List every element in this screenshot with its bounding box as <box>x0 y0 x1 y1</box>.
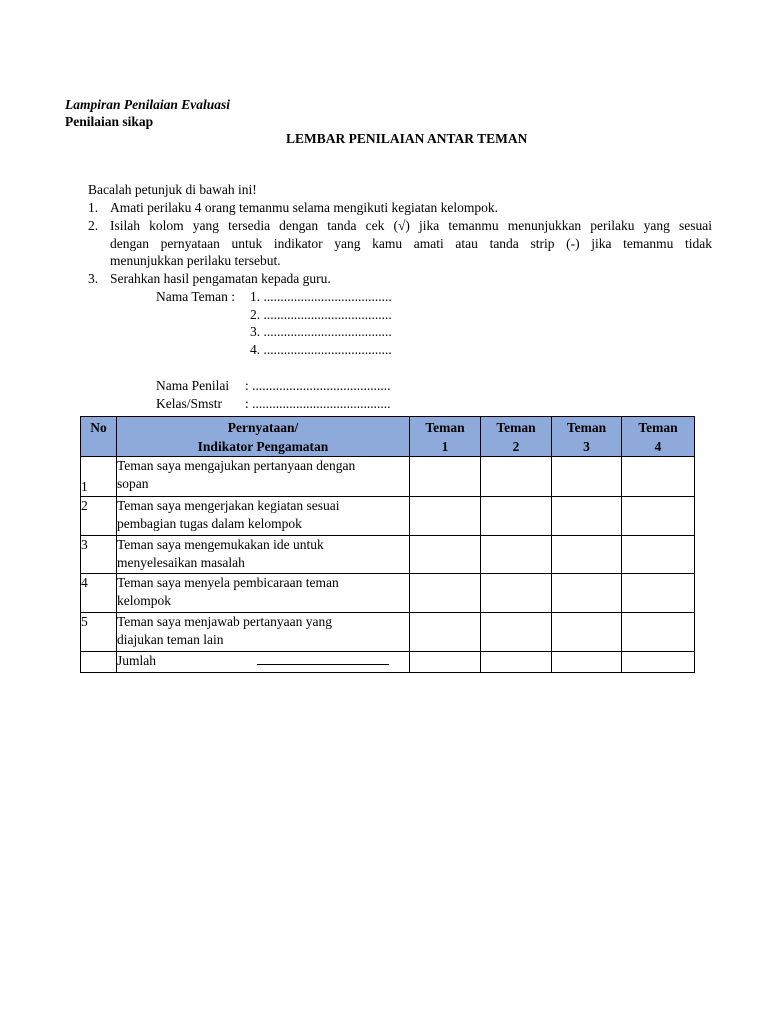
total-cell[interactable] <box>552 652 622 673</box>
total-label: Jumlah <box>117 653 156 668</box>
check-cell[interactable] <box>410 536 481 574</box>
check-cell[interactable] <box>410 497 481 536</box>
header-friend-2: Teman 2 <box>481 417 552 457</box>
total-row <box>81 652 695 673</box>
instruction-number: 2. <box>88 218 99 233</box>
instruction-text: menunjukkan perilaku tersebut. <box>110 253 281 268</box>
assessor-name-field[interactable]: : ......................................... <box>245 378 391 393</box>
check-cell[interactable] <box>410 613 481 652</box>
header-friend-1: Teman 1 <box>410 417 481 457</box>
total-cell[interactable] <box>622 652 695 673</box>
check-cell[interactable] <box>552 536 622 574</box>
instruction-text: dengan pernyataan untuk indikator yang kamu amati atau tanda strip (-) jika temanmu tidak <box>110 236 712 251</box>
row-number: 1 <box>81 457 117 497</box>
instruction-text: Isilah kolom yang tersedia dengan tanda cek (√) jika temanmu menunjukkan perilaku yang sesuai <box>110 218 712 233</box>
total-cell[interactable] <box>481 652 552 673</box>
check-cell[interactable] <box>481 497 552 536</box>
row-statement: Teman saya mengemukakan ide untuk menyelesaikan masalah <box>117 536 410 574</box>
check-cell[interactable] <box>552 574 622 613</box>
row-number: 2 <box>81 497 117 536</box>
table-row <box>81 574 695 613</box>
subtitle: Penilaian sikap <box>65 114 154 129</box>
friend-name-line[interactable]: 3. ...................................... <box>250 324 392 339</box>
assessor-name-label: Nama Penilai <box>156 378 230 393</box>
friend-name-line[interactable]: 2. ...................................... <box>250 307 392 322</box>
table-row <box>81 536 695 574</box>
header-friend-4: Teman 4 <box>622 417 695 457</box>
check-cell[interactable] <box>622 536 695 574</box>
friend-name-line[interactable]: 4. ...................................... <box>250 342 392 357</box>
table-header-row <box>81 417 695 457</box>
check-cell[interactable] <box>481 536 552 574</box>
check-cell[interactable] <box>552 613 622 652</box>
check-cell[interactable] <box>622 613 695 652</box>
table-row <box>81 613 695 652</box>
row-number: 3 <box>81 536 117 574</box>
total-cell[interactable] <box>410 652 481 673</box>
friend-name-line[interactable]: 1. ...................................... <box>250 289 392 304</box>
check-cell[interactable] <box>410 574 481 613</box>
check-cell[interactable] <box>622 497 695 536</box>
check-cell[interactable] <box>481 457 552 497</box>
class-semester-field[interactable]: : ......................................... <box>245 396 391 411</box>
row-statement: Teman saya menjawab pertanyaan yang diajukan teman lain <box>117 613 410 652</box>
class-semester-label: Kelas/Smstr <box>156 396 222 411</box>
check-cell[interactable] <box>481 574 552 613</box>
check-cell[interactable] <box>481 613 552 652</box>
row-statement: Teman saya mengajukan pertanyaan dengan sopan <box>117 457 410 497</box>
friend-name-label: Nama Teman : <box>156 289 236 304</box>
check-cell[interactable] <box>552 497 622 536</box>
instructions-intro: Bacalah petunjuk di bawah ini! <box>88 182 257 197</box>
instruction-number: 3. <box>88 271 99 286</box>
total-label-cell <box>117 652 410 673</box>
check-cell[interactable] <box>552 457 622 497</box>
table-row <box>81 497 695 536</box>
appendix-title: Lampiran Penilaian Evaluasi <box>65 97 231 112</box>
header-statement: Pernyataan/ Indikator Pengamatan <box>117 417 410 457</box>
page-title: LEMBAR PENILAIAN ANTAR TEMAN <box>286 131 528 146</box>
row-number: 5 <box>81 613 117 652</box>
instruction-text: Amati perilaku 4 orang temanmu selama mengikuti kegiatan kelompok. <box>110 200 499 215</box>
instruction-number: 1. <box>88 200 99 215</box>
check-cell[interactable] <box>622 574 695 613</box>
header-friend-3: Teman 3 <box>552 417 622 457</box>
row-statement: Teman saya menyela pembicaraan teman kelompok <box>117 574 410 613</box>
total-underline <box>257 652 389 665</box>
header-no: No <box>81 417 117 457</box>
check-cell[interactable] <box>410 457 481 497</box>
row-number: 4 <box>81 574 117 613</box>
table-row <box>81 457 695 497</box>
assessment-table <box>80 416 695 673</box>
total-number-cell <box>81 652 117 673</box>
instruction-text: Serahkan hasil pengamatan kepada guru. <box>110 271 331 286</box>
check-cell[interactable] <box>622 457 695 497</box>
row-statement: Teman saya mengerjakan kegiatan sesuai pembagian tugas dalam kelompok <box>117 497 410 536</box>
